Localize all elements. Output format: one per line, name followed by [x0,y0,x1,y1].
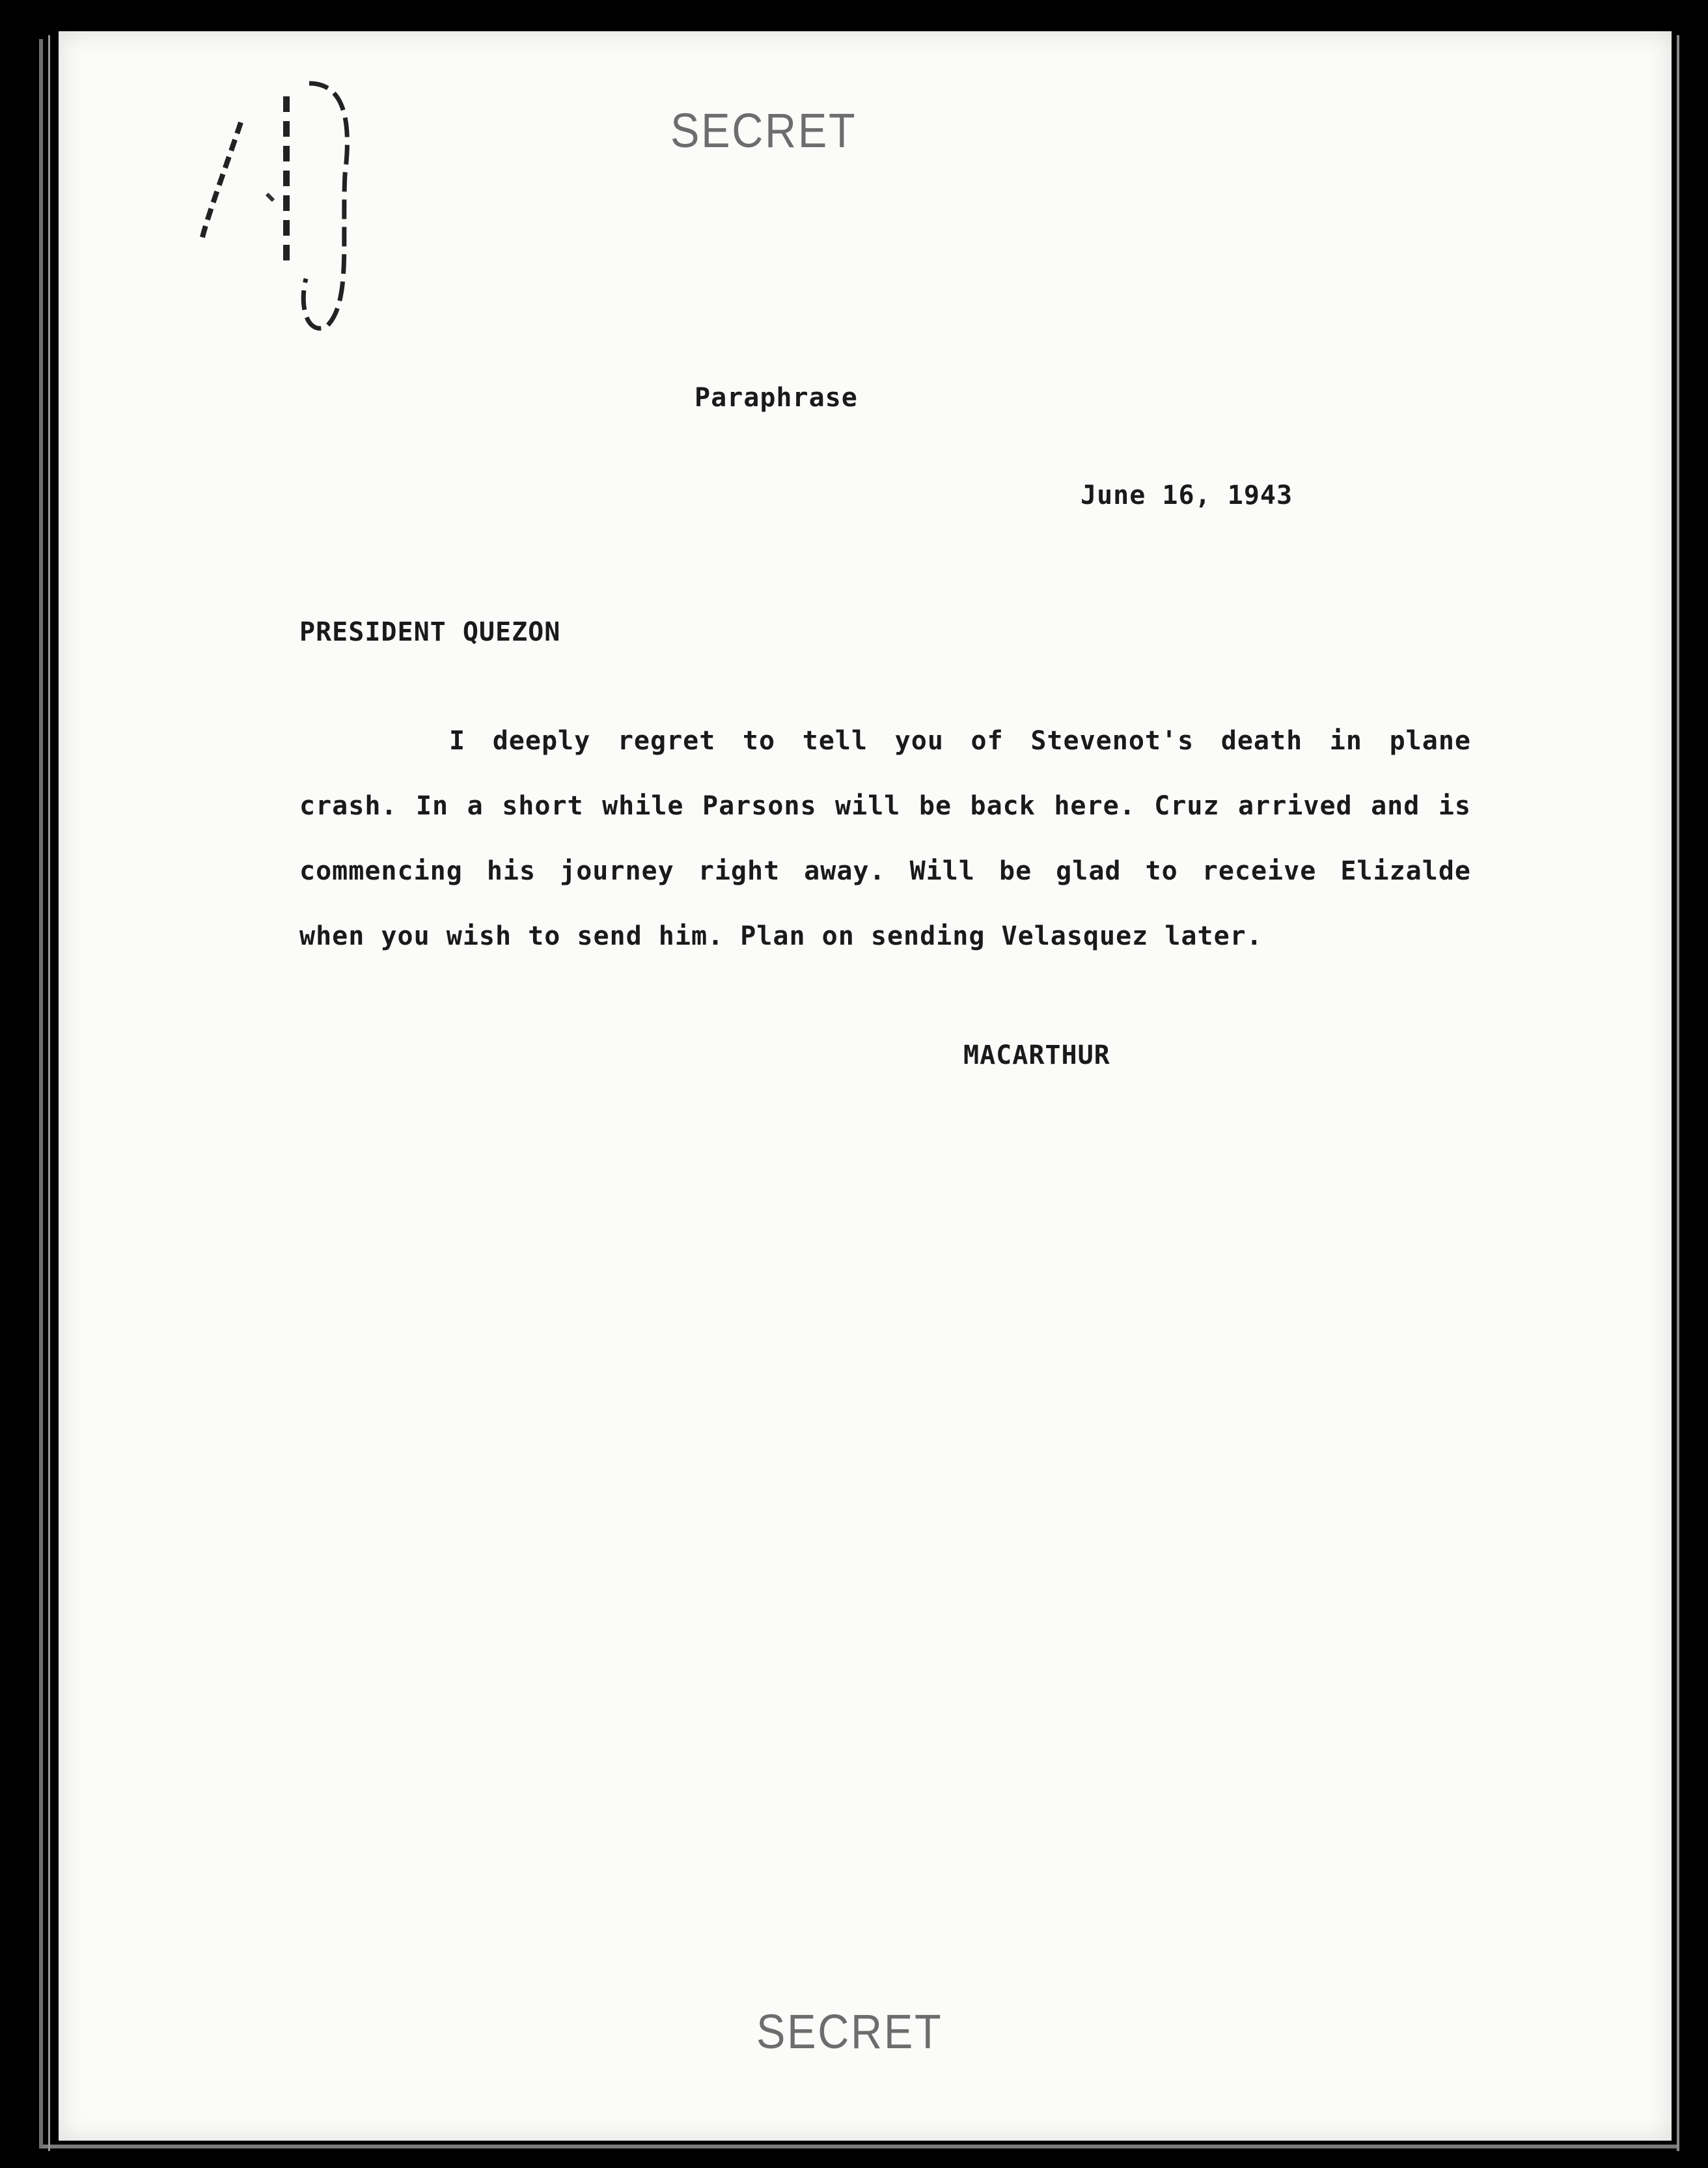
document-title: Paraphrase [695,383,858,413]
addressee: PRESIDENT QUEZON [299,617,561,647]
handwritten-mark [189,70,384,344]
secret-stamp-bottom: SECRET [756,2005,943,2059]
document-page [59,31,1672,2141]
document-date: June 16, 1943 [1081,480,1293,510]
signature: MACARTHUR [963,1040,1110,1070]
message-body: I deeply regret to tell you of Stevenot's death in plane crash. In a short while Parsons will be back here. Cruz arrived and is commencing his journey right away. Will be glad to receive Elizalde when you wish to send him. Plan on sending Velasquez later. [299,726,1471,951]
secret-stamp-top: SECRET [670,104,857,158]
